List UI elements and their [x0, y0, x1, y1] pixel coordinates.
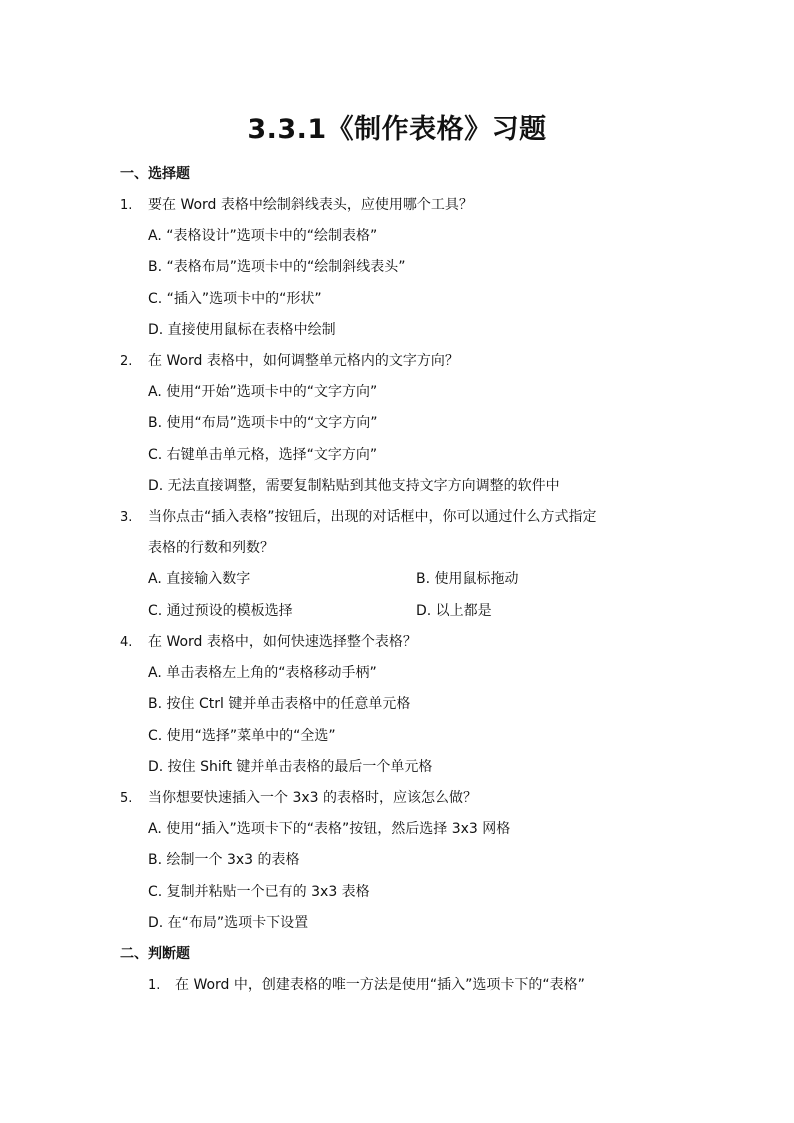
section-heading-true-false: 二、判断题	[120, 946, 190, 962]
option-b: B. 绘制一个 3x3 的表格	[148, 852, 300, 868]
question-number: 2.	[120, 354, 133, 369]
option-c: C. 使用“选择”菜单中的“全选”	[148, 728, 336, 744]
question-text: 在 Word 表格中，如何调整单元格内的文字方向？	[148, 353, 459, 369]
option-c: C. 复制并粘贴一个已有的 3x3 表格	[148, 884, 370, 900]
option-d: D. 在“布局”选项卡下设置	[148, 915, 309, 931]
option-b: B. “表格布局”选项卡中的“绘制斜线表头”	[148, 259, 406, 275]
section-heading-multiple-choice: 一、选择题	[120, 166, 190, 182]
option-d: D. 以上都是	[416, 603, 492, 619]
option-a: A. 单击表格左上角的“表格移动手柄”	[148, 665, 377, 681]
question-number: 3.	[120, 510, 133, 525]
question-text: 要在 Word 表格中绘制斜线表头，应使用哪个工具？	[148, 197, 473, 213]
question-number: 1.	[120, 198, 133, 213]
question-number: 4.	[120, 635, 133, 650]
option-c: C. 通过预设的模板选择	[148, 603, 293, 619]
option-b: B. 按住 Ctrl 键并单击表格中的任意单元格	[148, 696, 411, 712]
item-text: 在 Word 中，创建表格的唯一方法是使用“插入”选项卡下的“表格”	[175, 977, 585, 993]
option-a: A. 直接输入数字	[148, 571, 251, 587]
item-number: 1.	[148, 978, 161, 993]
question-text: 当你点击“插入表格”按钮后，出现的对话框中，你可以通过什么方式指定	[148, 509, 597, 525]
option-c: C. “插入”选项卡中的“形状”	[148, 291, 322, 307]
question-text: 在 Word 表格中，如何快速选择整个表格？	[148, 634, 417, 650]
option-b: B. 使用鼠标拖动	[416, 571, 519, 587]
question-number: 5.	[120, 791, 133, 806]
question-text-continued: 表格的行数和列数？	[148, 540, 274, 556]
option-b: B. 使用“布局”选项卡中的“文字方向”	[148, 415, 378, 431]
option-d: D. 直接使用鼠标在表格中绘制	[148, 322, 336, 338]
question-text: 当你想要快速插入一个 3x3 的表格时，应该怎么做？	[148, 790, 477, 806]
option-d: D. 无法直接调整，需要复制粘贴到其他支持文字方向调整的软件中	[148, 478, 560, 494]
option-c: C. 右键单击单元格，选择“文字方向”	[148, 447, 378, 463]
page-title: 3.3.1《制作表格》习题	[247, 114, 547, 145]
option-d: D. 按住 Shift 键并单击表格的最后一个单元格	[148, 759, 433, 775]
option-a: A. 使用“开始”选项卡中的“文字方向”	[148, 384, 378, 400]
option-a: A. “表格设计”选项卡中的“绘制表格”	[148, 228, 378, 244]
option-a: A. 使用“插入”选项卡下的“表格”按钮，然后选择 3x3 网格	[148, 821, 511, 837]
